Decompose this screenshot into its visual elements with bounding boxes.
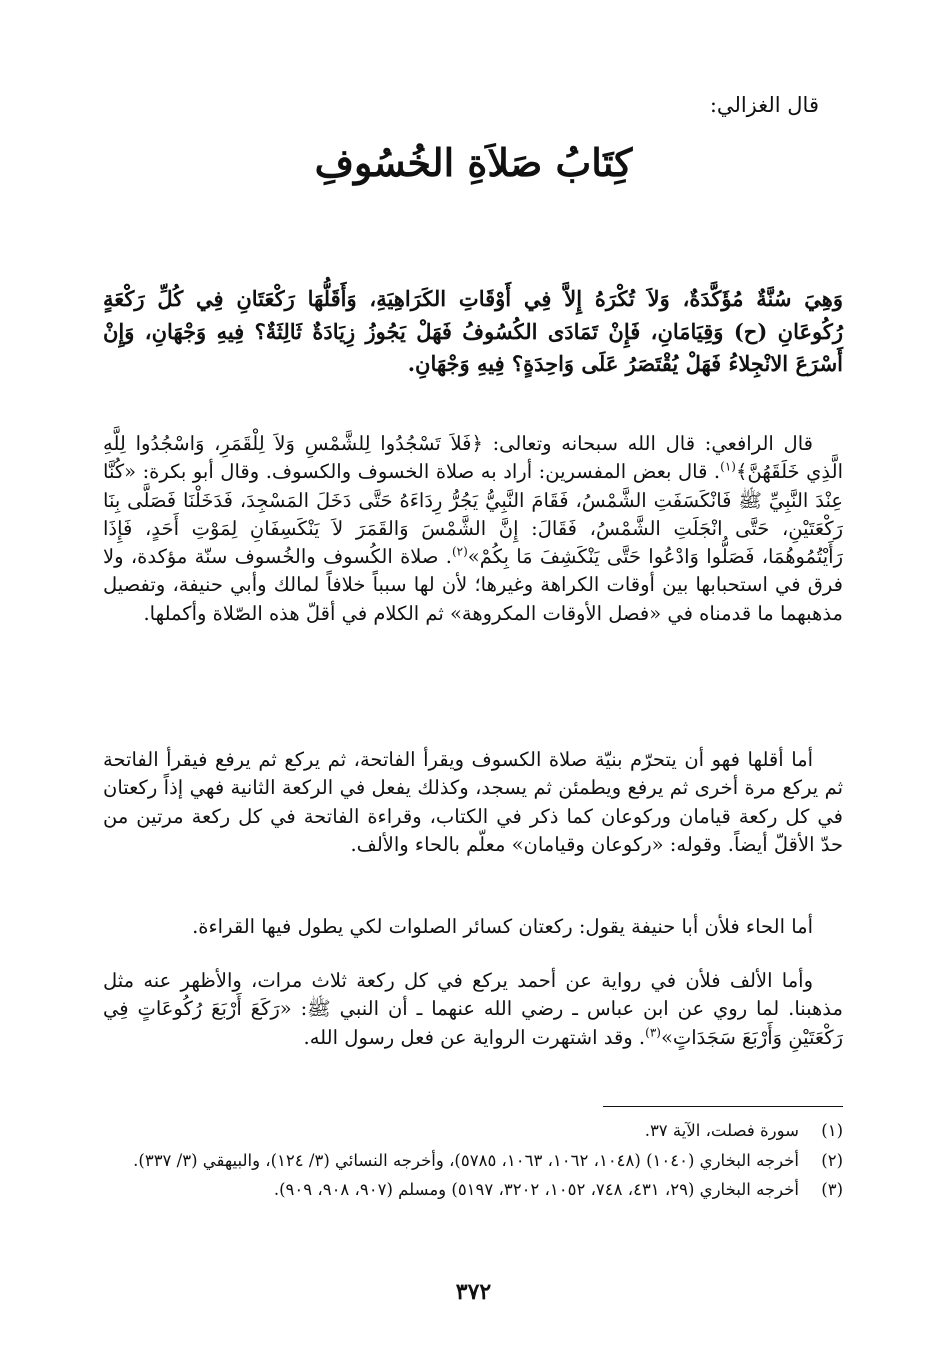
footnote-ref-1: (١) [720,459,736,474]
footnote-number: (١) [821,1121,843,1140]
paragraph-ha-text: أما الحاء فلأن أبا حنيفة يقول: ركعتان كسائر الصلوات لكي يطول فيها القراءة. [192,915,813,938]
paragraph-alif-part-2: . وقد اشتهرت الرواية عن فعل رسول الله. [303,1025,646,1049]
footnote-text: أخرجه البخاري (١٠٤٠) (١٠٤٨، ١٠٦٢، ١٠٦٣، ٥٧٨٥)، وأخرجه النسائي (٣/ ١٢٤)، والبيهقي (٣/ ٣٣٧). [133,1150,799,1170]
footnote-item [103,1148,843,1174]
sharh-paragraph [103,430,843,628]
intro-line: قال الغزالي: [709,93,819,117]
sharh-part-1: قال الرافعي: قال الله سبحانه وتعالى: ﴿فَلاَ تَسْجُدُوا لِلشَّمْسِ وَلاَ لِلْقَمَرِ، وَاسْجُدُوا لِلَّهِ الَّذِي خَلَقَهُنَّ﴾ [103,432,843,484]
paragraph-minimum [103,746,843,859]
footnote-ref-3: (٣) [645,1025,661,1040]
sharh-part-2: . قال بعض المفسرين: أراد به صلاة الخسوف والكسوف. وقال أبو بكرة: «كُنَّا عِنْدَ النَّبِيِّ ﷺ فَانْكَسَفَتِ الشَّمْسُ، فَقَامَ النَّبِيُّ يَجُرُّ رِدَاءَهُ حَتَّى دَخَلَ المَسْجِدَ، فَدَخَلْنَا فَصَلَّى بِنَا رَكْعَتَيْنِ، حَتَّى انْجَلَتِ الشَّمْسُ، فَقَالَ: إِنَّ الشَّمْسَ وَالقَمَرَ لاَ يَنْكَسِفَانِ لِمَوْتِ أَحَدٍ، فَإِذَا رَأَيْتُمُوهُمَا، فَصَلُّوا وَادْعُوا حَتَّى يَنْكَشِفَ مَا بِكُمْ» [103,460,843,569]
paragraph-ha [103,913,843,940]
footnotes-list [103,1118,843,1207]
footnote-text: أخرجه البخاري (٢٩، ٤٣١، ٧٤٨، ١٠٥٢، ٣٢٠٢، ٥١٩٧) ومسلم (٩٠٧، ٩٠٨، ٩٠٩). [273,1180,799,1200]
page-number: ٣٧٢ [455,1279,492,1305]
footnote-text: سورة فصلت، الآية ٣٧. [644,1121,799,1140]
footnote-item [103,1118,843,1144]
paragraph-alif-part-1: وأما الألف فلأن في رواية عن أحمد يركع في كل ركعة ثلاث مرات، والأظهر عنه مثل مذهبنا. لما روي عن ابن عباس ـ رضي الله عنهما ـ أن النبي ﷺ: «رَكَعَ أَرْبَعَ رُكُوعَاتٍ فِي رَكْعَتَيْنِ وَأَرْبَعَ سَجَدَاتٍ» [103,969,843,1049]
paragraph-alif [103,967,843,1052]
footnote-number: (٢) [821,1150,843,1170]
footnote-item [103,1177,843,1203]
chapter-title: كِتَابُ صَلاَةِ الخُسُوفِ [314,140,633,185]
sharh-part-3: . صلاة الكُسوف والخُسوف سنّة مؤكدة، ولا فرق في استحبابها بين أوقات الكراهة وغيرها؛ لأن لها سبباً خلافاً لمالك وأبي حنيفة، وتفصيل مذهبهما ما قدمناه في «فصل الأوقات المكروهة» ثم الكلام في أقلّ هذه الصّلاة وأكملها. [103,545,843,625]
footnote-number: (٣) [821,1180,843,1200]
footnote-divider [603,1106,843,1107]
paragraph-minimum-text: أما أقلها فهو أن يتحرّم بنيّة صلاة الكسوف ويقرأ الفاتحة، ثم يركع ثم يرفع فيقرأ الفاتحة ثم يركع مرة أخرى ثم يرفع ويطمئن ثم يسجد، وكذلك يفعل في الركعة الثانية فهي إذاً ركعتان في كل ركعة قيامان وركوعان كما ذكر في الكتاب، وقراءة الفاتحة في كل ركعة مرتين من حدّ الأقلّ أيضاً. وقوله: «ركوعان وقيامان» معلّم بالحاء والألف. [103,748,843,856]
matn-paragraph: وَهِيَ سُنَّةٌ مُؤَكَّدَةٌ، وَلاَ تُكْرَهُ إِلاَّ فِي أَوْقَاتِ الكَرَاهِيَةِ، وَأَقَلُّهَا رَكْعَتَانِ فِي كُلِّ رَكْعَةٍ رُكُوعَانِ (ح) وَقِيَامَانِ، فَإِنْ تَمَادَى الكُسُوفُ فَهَلْ يَجُوزُ زِيَادَةٌ ثَالِثَةٌ؟ فِيهِ وَجْهَانِ، وَإِنْ أَسْرَعَ الانْجِلاءُ فَهَلْ يُقْتَصَرُ عَلَى وَاحِدَةٍ؟ فِيهِ وَجْهَانِ. [103,286,843,377]
footnote-ref-2: (٢) [451,544,468,559]
